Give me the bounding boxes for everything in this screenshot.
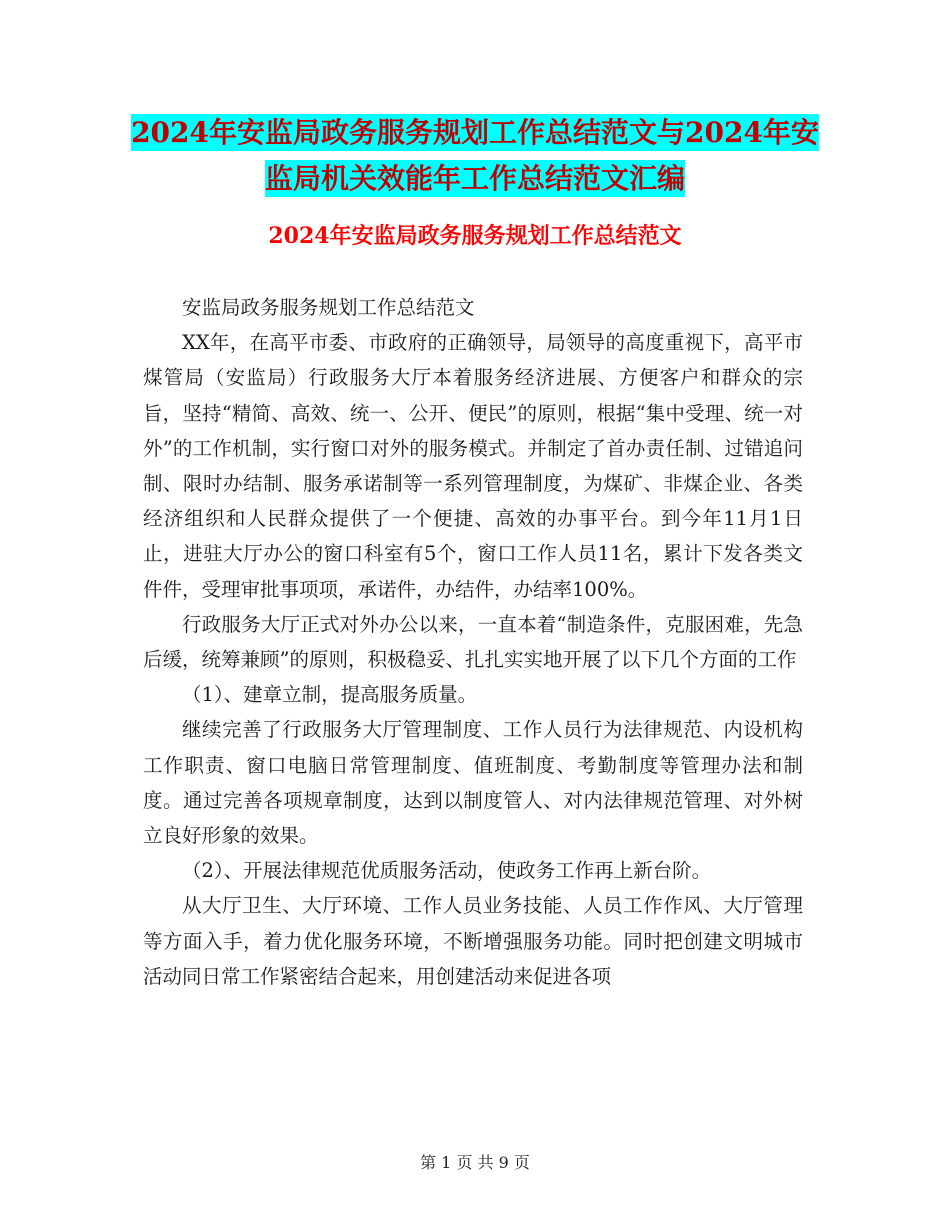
paragraph: 从大厅卫生、大厅环境、工作人员业务技能、人员工作作风、大厅管理等方面入手，着力优化服务环境，不断增强服务功能。同时把创建文明城市活动同日常工作紧密结合起来，用创建活动来促进各项 (143, 894, 803, 988)
title-line-2: 监局机关效能年工作总结范文汇编 (264, 162, 685, 195)
paragraph: 安监局政务服务规划工作总结范文 (182, 296, 475, 319)
paragraph: 行政服务大厅正式对外办公以来，一直本着“制造条件，克服困难，先急后缓，统筹兼顾”的原则，积极稳妥、扎扎实实地开展了以下几个方面的工作 (143, 612, 803, 672)
document-title (120, 110, 830, 202)
section-heading: 2024年安监局政务服务规划工作总结范文 (268, 223, 682, 249)
title-line-1: 2024年安监局政务服务规划工作总结范文与2024年安 (131, 116, 819, 149)
paragraph: （1）、建章立制，提高服务质量。 (182, 683, 478, 707)
document-body (143, 290, 803, 994)
paragraph: 继续完善了行政服务大厅管理制度、工作人员行为法律规范、内设机构工作职责、窗口电脑日常管理制度、值班制度、考勤制度等管理办法和制度。通过完善各项规章制度，达到以制度管人、对内法律规范管理、对外树立良好形象的效果。 (143, 718, 803, 848)
paragraph: （2）、开展法律规范优质服务活动，使政务工作再上新台阶。 (182, 859, 712, 883)
page-footer: 第 1 页 共 9 页 (420, 1153, 530, 1172)
paragraph: XX年，在高平市委、市政府的正确领导，局领导的高度重视下，高平市煤管局（安监局）行政服务大厅本着服务经济进展、方便客户和群众的宗旨，坚持“精简、高效、统一、公开、便民”的原则，根据“集中受理、统一对外”的工作机制，实行窗口对外的服务模式。并制定了首办责任制、过错追问制、限时办结制、服务承诺制等一系列管理制度，为煤矿、非煤企业、各类经济组织和人民群众提供了一个便捷、高效的办事平台。到今年11月1日止，进驻大厅办公的窗口科室有5个，窗口工作人员11名，累计下发各类文件件，受理审批事项项，承诺件，办结件，办结率100%。 (143, 331, 803, 601)
